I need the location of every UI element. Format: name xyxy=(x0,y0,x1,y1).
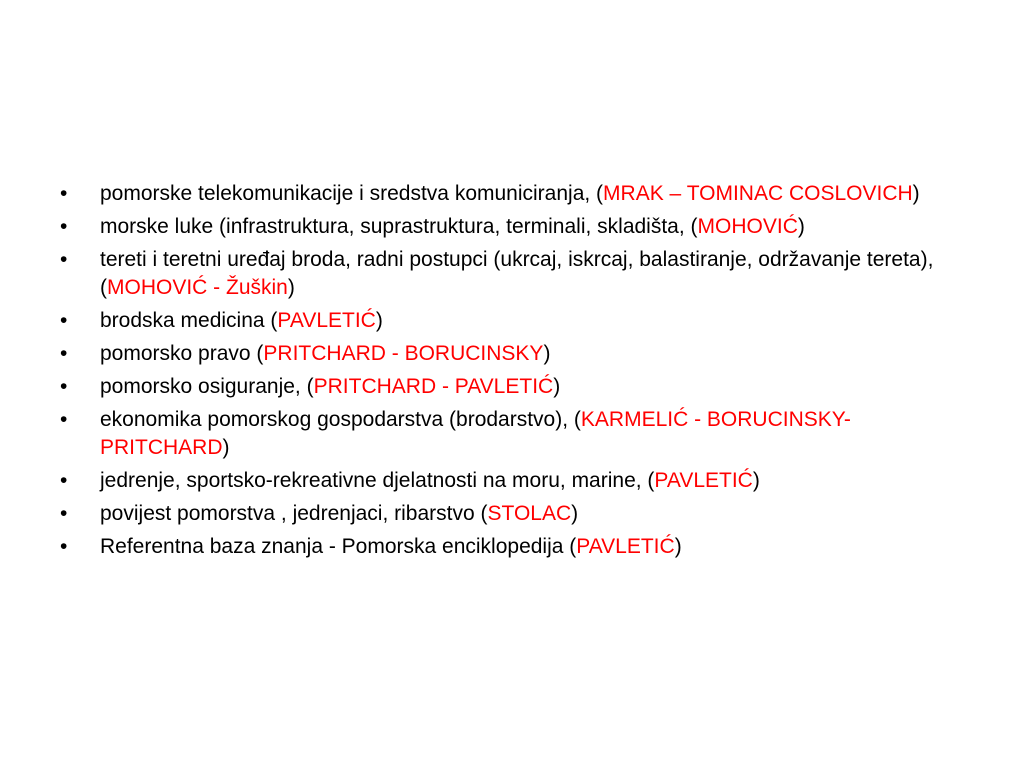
item-author: PAVLETIĆ xyxy=(277,309,376,332)
list-item xyxy=(60,246,960,302)
item-close: ) xyxy=(571,502,579,525)
item-close: ) xyxy=(287,276,295,299)
item-author: PRITCHARD - BORUCINSKY xyxy=(263,342,544,365)
bullet-icon: • xyxy=(60,502,68,525)
item-text: povijest pomorstva , jedrenjaci, ribarstvo ( xyxy=(100,502,488,525)
item-text: pomorsko osiguranje, ( xyxy=(100,375,314,398)
list-item xyxy=(60,213,960,241)
bullet-icon: • xyxy=(60,182,68,205)
list-item xyxy=(60,533,960,561)
list-item xyxy=(60,373,960,401)
item-close: ) xyxy=(375,309,383,332)
item-text: ekonomika pomorskog gospodarstva (brodarstvo), ( xyxy=(100,408,581,431)
item-text: jedrenje, sportsko-rekreativne djelatnosti na moru, marine, ( xyxy=(100,469,655,492)
list-item xyxy=(60,340,960,368)
item-author: MOHOVIĆ - Žuškin xyxy=(107,276,288,299)
item-author: KARMELIĆ - BORUCINSKY-PRITCHARD xyxy=(100,408,851,459)
item-close: ) xyxy=(797,215,805,238)
bullet-icon: • xyxy=(60,342,68,365)
item-close: ) xyxy=(912,182,920,205)
item-close: ) xyxy=(222,436,230,459)
item-author: PAVLETIĆ xyxy=(576,535,675,558)
item-close: ) xyxy=(543,342,551,365)
item-author: MOHOVIĆ xyxy=(697,215,798,238)
item-close: ) xyxy=(674,535,682,558)
item-text: morske luke (infrastruktura, suprastruktura, terminali, skladišta, ( xyxy=(100,215,698,238)
bullet-icon: • xyxy=(60,215,68,238)
item-close: ) xyxy=(553,375,561,398)
bullet-list xyxy=(60,180,960,566)
item-author: PRITCHARD - PAVLETIĆ xyxy=(313,375,554,398)
item-author: STOLAC xyxy=(487,502,572,525)
list-item xyxy=(60,467,960,495)
bullet-icon: • xyxy=(60,408,68,431)
item-close: ) xyxy=(752,469,760,492)
bullet-icon: • xyxy=(60,469,68,492)
item-author: MRAK – TOMINAC COSLOVICH xyxy=(603,182,913,205)
item-text: tereti i teretni uređaj broda, radni postupci (ukrcaj, iskrcaj, balastiranje, održavanje tereta), ( xyxy=(100,248,934,299)
list-item xyxy=(60,180,960,208)
bullet-icon: • xyxy=(60,309,68,332)
bullet-icon: • xyxy=(60,248,68,271)
item-text: pomorske telekomunikacije i sredstva komuniciranja, ( xyxy=(100,182,604,205)
item-text: brodska medicina ( xyxy=(100,309,278,332)
list-item xyxy=(60,406,960,462)
item-author: PAVLETIĆ xyxy=(654,469,753,492)
bullet-icon: • xyxy=(60,535,68,558)
list-item xyxy=(60,500,960,528)
list-item xyxy=(60,307,960,335)
item-text: Referentna baza znanja - Pomorska enciklopedija ( xyxy=(100,535,577,558)
item-text: pomorsko pravo ( xyxy=(100,342,264,365)
bullet-icon: • xyxy=(60,375,68,398)
